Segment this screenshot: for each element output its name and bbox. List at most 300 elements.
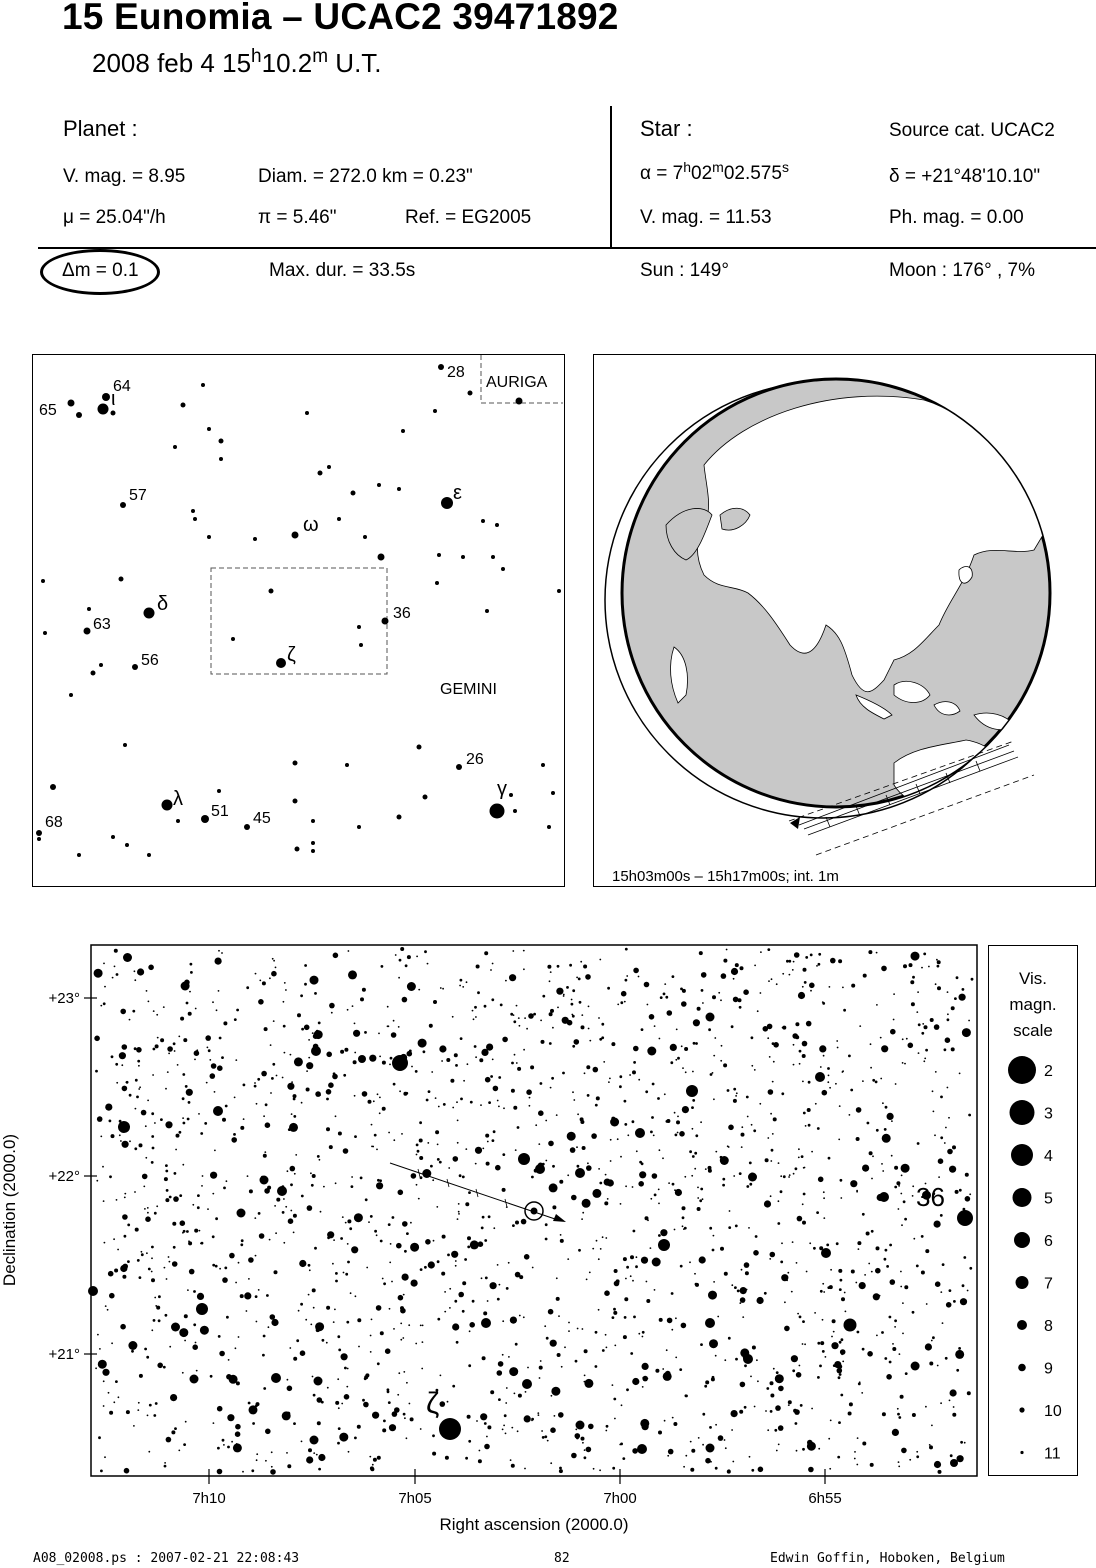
field-star xyxy=(217,1065,223,1071)
field-star xyxy=(373,1100,375,1102)
finder-label: GEMINI xyxy=(440,681,497,698)
field-star xyxy=(692,1099,695,1102)
field-star xyxy=(261,1071,267,1077)
field-star xyxy=(172,1261,178,1267)
finder-chart xyxy=(32,354,565,887)
field-star xyxy=(95,1367,97,1369)
field-star xyxy=(890,1279,896,1285)
field-star xyxy=(580,1120,584,1124)
field-star xyxy=(97,1116,103,1122)
field-star xyxy=(497,1264,499,1266)
field-star xyxy=(165,1121,172,1128)
field-star xyxy=(148,1451,150,1453)
field-star xyxy=(818,1177,824,1183)
field-star xyxy=(946,1302,952,1308)
field-star xyxy=(517,1430,519,1432)
field-star xyxy=(102,1369,109,1376)
field-star xyxy=(838,1139,840,1141)
field-star xyxy=(828,1075,830,1077)
delta-magnitude: Δm = 0.1 xyxy=(62,260,139,281)
field-star xyxy=(693,1042,696,1045)
field-star xyxy=(692,1071,694,1073)
field-star xyxy=(638,1333,640,1335)
field-star xyxy=(135,1228,139,1232)
field-star xyxy=(465,1202,469,1206)
field-star xyxy=(452,1323,459,1330)
bright-star xyxy=(314,1377,323,1386)
field-star xyxy=(586,1065,590,1069)
field-star xyxy=(786,960,789,963)
field-star xyxy=(270,1092,272,1094)
star-heading: Star : xyxy=(640,116,693,141)
field-star xyxy=(160,1038,164,1042)
field-star xyxy=(831,1336,833,1338)
field-star xyxy=(960,1298,967,1305)
field-star xyxy=(567,1258,569,1260)
field-star xyxy=(901,1175,903,1177)
field-star xyxy=(952,1413,956,1417)
field-star xyxy=(769,1056,771,1058)
field-star xyxy=(638,976,640,978)
field-star xyxy=(468,1440,471,1443)
field-star xyxy=(910,980,914,984)
field-star xyxy=(839,1105,841,1107)
field-star xyxy=(487,1141,489,1143)
field-star xyxy=(178,1036,180,1038)
field-star xyxy=(141,1253,144,1256)
field-star xyxy=(796,1372,802,1378)
field-star xyxy=(271,1077,274,1080)
field-star xyxy=(210,1073,216,1079)
field-star xyxy=(861,1392,863,1394)
field-star xyxy=(909,963,913,967)
field-star xyxy=(362,988,366,992)
field-star xyxy=(146,1356,149,1359)
field-star xyxy=(312,1174,316,1178)
field-star xyxy=(770,1195,772,1197)
field-star xyxy=(816,1211,819,1214)
field-star xyxy=(218,990,220,992)
field-star xyxy=(741,1133,745,1137)
field-star xyxy=(818,1448,820,1450)
field-star xyxy=(715,1151,717,1153)
field-star xyxy=(667,1010,673,1016)
field-star xyxy=(701,972,707,978)
field-star xyxy=(621,1404,623,1406)
field-star xyxy=(205,1035,211,1041)
field-star xyxy=(884,1258,887,1261)
field-star xyxy=(437,1318,440,1321)
field-star xyxy=(411,1066,413,1068)
finder-star xyxy=(377,483,381,487)
field-star xyxy=(310,1324,312,1326)
field-star xyxy=(940,1402,942,1404)
field-star xyxy=(560,1239,564,1243)
field-star xyxy=(348,950,350,952)
finder-star xyxy=(485,609,489,613)
scale-magnitude-label: 9 xyxy=(1044,1360,1053,1378)
field-star xyxy=(951,1006,955,1010)
field-star xyxy=(457,1218,459,1220)
field-star xyxy=(937,1365,939,1367)
field-star xyxy=(774,1429,777,1432)
field-star xyxy=(422,1325,424,1327)
field-star xyxy=(671,1292,674,1295)
field-star xyxy=(516,1005,518,1007)
field-star xyxy=(405,1092,408,1095)
field-star xyxy=(712,1249,715,1252)
field-star xyxy=(549,1183,558,1192)
field-star xyxy=(265,1122,271,1128)
field-star xyxy=(731,1410,738,1417)
field-star xyxy=(410,1243,419,1252)
field-star xyxy=(576,977,578,979)
field-star xyxy=(782,1026,786,1030)
field-star xyxy=(804,1167,806,1169)
field-star xyxy=(770,1160,772,1162)
field-star xyxy=(753,1129,756,1132)
field-star xyxy=(705,1168,707,1170)
field-star xyxy=(468,1191,471,1194)
bright-star xyxy=(575,1168,585,1178)
finder-star xyxy=(50,784,56,790)
field-star xyxy=(272,1063,275,1066)
field-star xyxy=(803,968,807,972)
field-star xyxy=(332,1074,338,1080)
field-star xyxy=(584,1375,586,1377)
field-star xyxy=(705,1380,709,1384)
field-star xyxy=(369,1456,371,1458)
finder-star xyxy=(231,637,235,641)
field-star xyxy=(770,1113,772,1115)
field-star xyxy=(741,1269,743,1271)
field-star xyxy=(742,1316,744,1318)
finder-star xyxy=(41,579,45,583)
field-star xyxy=(902,1333,904,1335)
field-star xyxy=(131,1350,134,1353)
field-star xyxy=(354,1213,363,1222)
field-star xyxy=(133,1425,135,1427)
field-star xyxy=(691,1449,695,1453)
field-star xyxy=(467,1063,469,1065)
field-star xyxy=(168,1256,170,1258)
field-star xyxy=(912,976,915,979)
field-star xyxy=(922,1023,924,1025)
field-star xyxy=(166,1278,168,1280)
field-star xyxy=(269,1239,271,1241)
field-star xyxy=(259,1233,265,1239)
field-star xyxy=(432,1434,435,1437)
finder-star xyxy=(311,849,315,853)
field-star xyxy=(870,1463,874,1467)
field-star xyxy=(571,999,573,1001)
field-star xyxy=(192,1204,194,1206)
finder-star xyxy=(253,537,257,541)
field-star xyxy=(370,1215,373,1218)
field-star xyxy=(262,1354,265,1357)
field-star xyxy=(538,1110,544,1116)
scale-dot xyxy=(1014,1232,1030,1248)
field-star xyxy=(377,1179,380,1182)
field-star xyxy=(400,1306,404,1310)
field-star xyxy=(667,1318,673,1324)
finder-star xyxy=(292,532,299,539)
star-declination: δ = +21°48'10.10" xyxy=(889,166,1041,187)
field-star xyxy=(925,1343,932,1350)
finder-star xyxy=(363,535,367,539)
field-star xyxy=(109,1175,112,1178)
field-star xyxy=(227,1414,234,1421)
field-star xyxy=(725,1447,727,1449)
field-star xyxy=(554,1415,556,1417)
field-star xyxy=(841,1297,845,1301)
field-star xyxy=(368,1221,370,1223)
field-star xyxy=(137,1409,139,1411)
field-star xyxy=(968,1020,970,1022)
field-star xyxy=(486,1436,488,1438)
field-star xyxy=(269,977,271,979)
field-star xyxy=(781,1092,784,1095)
finder-star xyxy=(68,400,75,407)
finder-label: 56 xyxy=(141,652,159,669)
field-star xyxy=(164,1267,166,1269)
field-star xyxy=(283,1025,286,1028)
field-star xyxy=(605,1237,607,1239)
field-star xyxy=(947,1018,950,1021)
field-star xyxy=(442,1235,446,1239)
field-star xyxy=(459,1174,462,1177)
field-star xyxy=(111,1134,115,1138)
field-star xyxy=(511,1427,513,1429)
field-star xyxy=(197,1206,200,1209)
field-star xyxy=(541,1430,543,1432)
field-star xyxy=(868,950,872,954)
field-star xyxy=(503,1107,505,1109)
field-star xyxy=(579,1001,582,1004)
field-star xyxy=(219,1037,222,1040)
field-star xyxy=(570,1147,576,1153)
field-star xyxy=(376,1234,378,1236)
field-star xyxy=(139,1086,141,1088)
main-star-chart xyxy=(0,935,1096,1555)
field-star xyxy=(349,1227,352,1230)
bright-star xyxy=(481,1318,491,1328)
field-star xyxy=(497,1370,503,1376)
field-star xyxy=(889,1361,892,1364)
field-star xyxy=(188,1101,191,1104)
field-star xyxy=(818,953,821,956)
field-star xyxy=(408,1324,410,1326)
field-star xyxy=(517,1067,521,1071)
field-star xyxy=(773,1117,777,1121)
field-star xyxy=(633,1046,639,1052)
field-star xyxy=(139,1374,143,1378)
x-tick-label: 7h00 xyxy=(603,1490,637,1507)
field-star xyxy=(458,1211,460,1213)
field-star xyxy=(551,1077,554,1080)
field-star xyxy=(505,980,507,982)
field-star xyxy=(886,1374,892,1380)
field-star xyxy=(445,1456,449,1460)
field-star xyxy=(184,1314,188,1318)
bright-star xyxy=(706,1013,715,1022)
field-star xyxy=(139,1143,143,1147)
field-star xyxy=(136,1047,142,1053)
field-star xyxy=(210,1172,217,1179)
field-star xyxy=(671,1329,673,1331)
field-star xyxy=(571,1453,577,1459)
field-star xyxy=(817,1127,820,1130)
field-star xyxy=(839,1373,842,1376)
field-star xyxy=(440,987,442,989)
field-star xyxy=(248,1257,254,1263)
field-star xyxy=(925,1049,928,1052)
field-star xyxy=(427,1142,429,1144)
field-star xyxy=(952,1145,956,1149)
field-star xyxy=(470,1101,473,1104)
field-star xyxy=(881,1045,888,1052)
field-star xyxy=(109,1411,113,1415)
field-star xyxy=(497,1100,499,1102)
field-star xyxy=(838,1376,841,1379)
field-star xyxy=(377,1362,380,1365)
field-star xyxy=(863,974,867,978)
field-star xyxy=(802,1343,804,1345)
field-star xyxy=(677,1132,679,1134)
field-star xyxy=(581,1437,585,1441)
field-star xyxy=(369,1055,376,1062)
field-star xyxy=(114,966,116,968)
field-star xyxy=(479,1450,481,1452)
field-star xyxy=(652,1258,661,1267)
field-star xyxy=(767,1137,769,1139)
field-star xyxy=(898,1461,900,1463)
field-star xyxy=(794,952,800,958)
field-star xyxy=(807,1442,816,1451)
field-star xyxy=(146,1252,148,1254)
field-star xyxy=(392,1411,398,1417)
field-star xyxy=(955,1350,964,1359)
field-star xyxy=(428,1090,431,1093)
field-star xyxy=(822,1283,824,1285)
field-star xyxy=(806,1271,808,1273)
field-star xyxy=(552,1205,556,1209)
finder-star xyxy=(461,555,465,559)
field-star xyxy=(894,1166,898,1170)
field-star xyxy=(298,1310,300,1312)
field-star xyxy=(780,1175,782,1177)
field-star xyxy=(400,1323,402,1325)
field-star xyxy=(246,1310,248,1312)
field-star xyxy=(134,979,136,981)
field-star xyxy=(876,1129,879,1132)
field-star xyxy=(638,1181,644,1187)
finder-star xyxy=(176,819,180,823)
field-star xyxy=(481,1277,483,1279)
field-star xyxy=(472,1300,475,1303)
field-star xyxy=(402,997,408,1003)
field-star xyxy=(419,1156,423,1160)
field-star xyxy=(542,995,545,998)
field-star xyxy=(749,1183,752,1186)
field-star xyxy=(681,1323,687,1329)
field-star xyxy=(171,1323,180,1332)
field-star xyxy=(354,1023,356,1025)
field-star xyxy=(575,1429,577,1431)
field-star xyxy=(221,952,223,954)
field-star xyxy=(113,1401,115,1403)
x-tick-label: 7h05 xyxy=(398,1490,432,1507)
field-star xyxy=(685,1395,688,1398)
field-star xyxy=(174,1172,177,1175)
field-star xyxy=(959,994,966,1001)
field-star xyxy=(712,1072,714,1074)
field-star xyxy=(901,1448,907,1454)
field-star xyxy=(828,1438,830,1440)
field-star xyxy=(310,976,319,985)
field-star xyxy=(829,986,831,988)
field-star xyxy=(803,1193,806,1196)
field-star xyxy=(889,1316,892,1319)
y-tick-label: +23° xyxy=(48,990,80,1007)
field-star xyxy=(395,954,397,956)
field-star xyxy=(734,1286,737,1289)
field-star xyxy=(442,988,444,990)
field-star xyxy=(439,1161,442,1164)
field-star xyxy=(804,981,807,984)
field-star xyxy=(672,1417,674,1419)
field-star xyxy=(676,1120,680,1124)
field-star xyxy=(331,1012,333,1014)
field-star xyxy=(233,1443,242,1452)
field-star xyxy=(728,1337,731,1340)
field-star xyxy=(647,1004,649,1006)
field-star xyxy=(971,978,974,981)
field-star xyxy=(940,1291,942,1293)
field-star xyxy=(684,1047,688,1051)
field-star xyxy=(868,1263,870,1265)
field-star xyxy=(695,1283,699,1287)
field-star xyxy=(950,1454,953,1457)
field-star xyxy=(213,1422,215,1424)
field-star xyxy=(819,1365,822,1368)
field-star xyxy=(746,1289,748,1291)
field-star xyxy=(583,965,587,969)
field-star xyxy=(702,1413,705,1416)
field-star xyxy=(212,1001,214,1003)
field-star xyxy=(129,1140,131,1142)
field-star xyxy=(743,989,749,995)
field-star xyxy=(129,1019,131,1021)
field-star xyxy=(690,1468,694,1472)
field-star xyxy=(764,1292,767,1295)
field-star xyxy=(388,1401,391,1404)
field-star xyxy=(900,1395,904,1399)
field-star xyxy=(411,1173,417,1179)
field-star xyxy=(464,1258,467,1261)
field-star xyxy=(495,1165,501,1171)
field-star xyxy=(598,1309,600,1311)
field-star xyxy=(942,1322,944,1324)
field-star xyxy=(547,1440,549,1442)
field-star xyxy=(175,1149,177,1151)
field-star xyxy=(654,1194,657,1197)
field-star xyxy=(584,1072,586,1074)
field-star xyxy=(301,1195,304,1198)
field-star xyxy=(370,1466,374,1470)
field-star xyxy=(448,1167,450,1169)
field-star xyxy=(177,1064,179,1066)
